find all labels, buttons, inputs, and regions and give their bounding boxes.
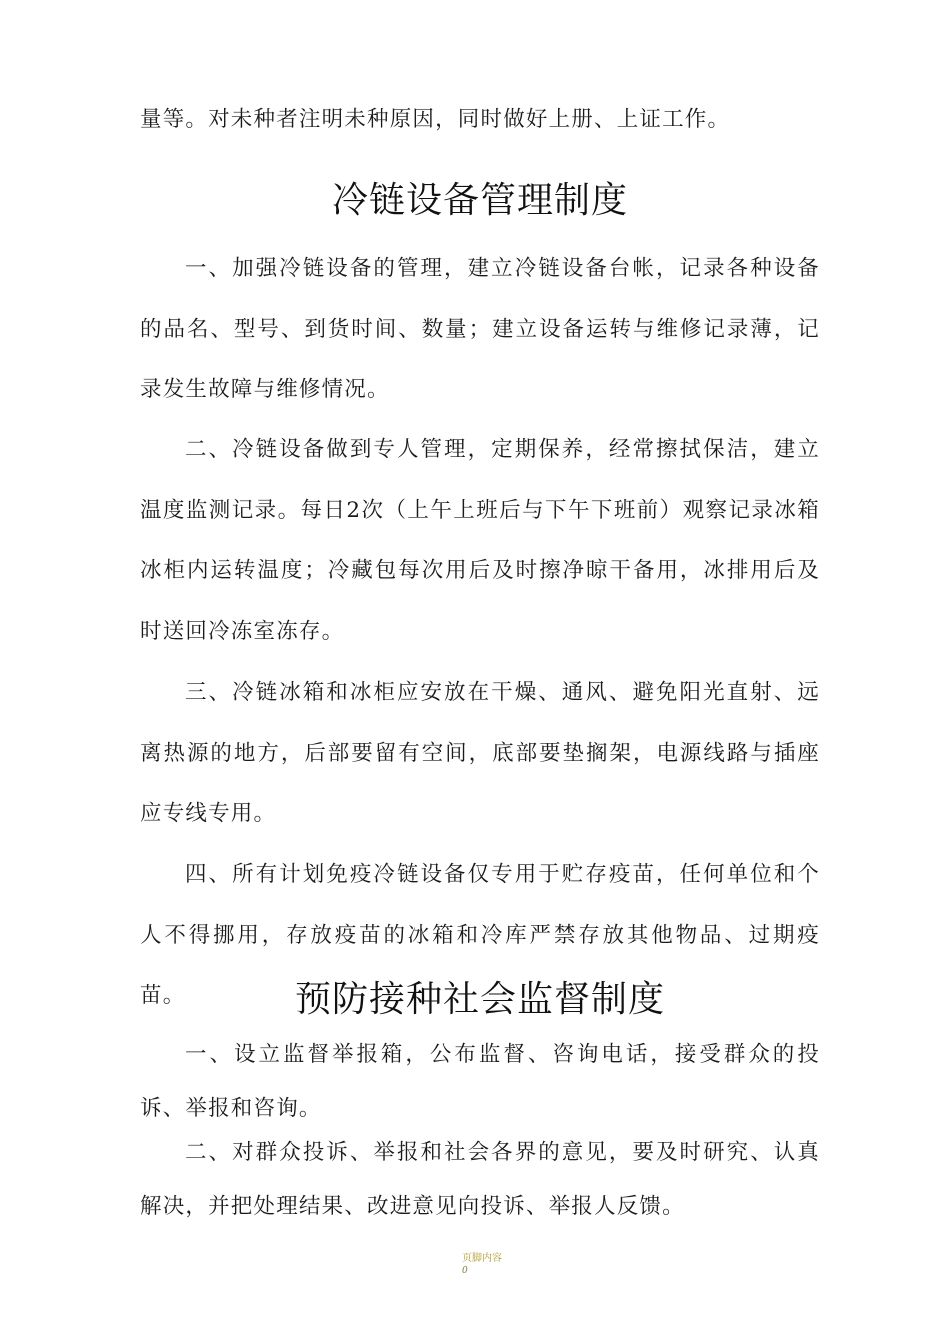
continuation-paragraph: 量等。对未种者注明未种原因，同时做好上册、上证工作。 bbox=[140, 107, 731, 132]
cold-chain-paragraph-4: 四、所有计划免疫冷链设备仅专用于贮存疫苗，任何单位和个人不得挪用，存放疫苗的冰箱和冷库严禁存放其他物品、过期疫苗。 bbox=[140, 862, 820, 1008]
page-footer bbox=[462, 1252, 502, 1278]
footer-mark: 0 bbox=[462, 1266, 468, 1276]
supervision-paragraph-2: 二、对群众投诉、举报和社会各界的意见，要及时研究、认真解决，并把处理结果、改进意见向投诉、举报人反馈。 bbox=[140, 1140, 820, 1219]
cold-chain-paragraph-1: 一、加强冷链设备的管理，建立冷链设备台帐，记录各种设备的品名、型号、到货时间、数量；建立设备运转与维修记录薄，记录发生故障与维修情况。 bbox=[140, 256, 820, 402]
section-title-social-supervision: 预防接种社会监督制度 bbox=[294, 979, 665, 1020]
section-title-cold-chain: 冷链设备管理制度 bbox=[331, 180, 628, 221]
supervision-paragraph-1: 一、设立监督举报箱，公布监督、咨询电话，接受群众的投诉、举报和咨询。 bbox=[140, 1042, 820, 1121]
footer-text: 页脚内容 bbox=[462, 1253, 502, 1264]
cold-chain-paragraph-2: 二、冷链设备做到专人管理，定期保养，经常擦拭保洁，建立温度监测记录。每日2次（上午上班后与下午下班前）观察记录冰箱冰柜内运转温度；冷藏包每次用后及时擦净晾干备用，冰排用后及时送回冷冻室冻存。 bbox=[140, 437, 820, 644]
cold-chain-paragraph-3: 三、冷链冰箱和冰柜应安放在干燥、通风、避免阳光直射、远离热源的地方，后部要留有空间，底部要垫搁架，电源线路与插座应专线专用。 bbox=[140, 680, 820, 826]
